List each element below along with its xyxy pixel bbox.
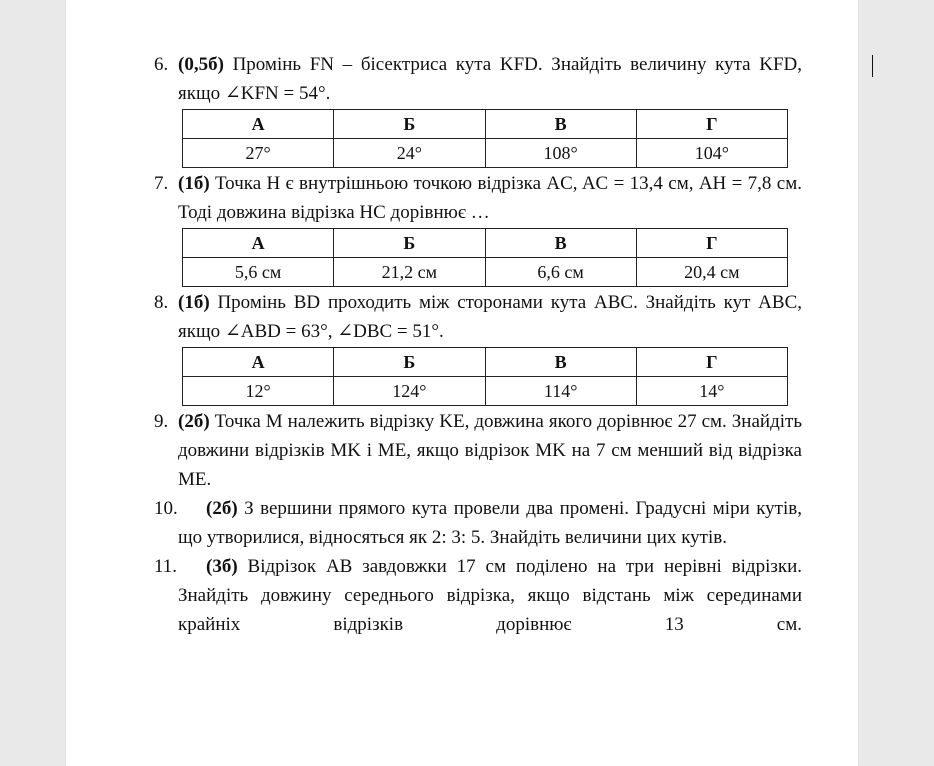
question-points: (1б) — [178, 292, 210, 313]
question-number: 7. — [154, 173, 169, 194]
question-9 — [154, 407, 802, 494]
option-label: Б — [334, 110, 485, 139]
question-6 — [154, 50, 802, 108]
answer-table-7 — [182, 228, 788, 287]
question-number: 8. — [154, 292, 169, 313]
question-number: 10. — [154, 498, 178, 519]
question-text: Точка H є внутрішньою точкою відрізка AC, AC = 13,4 см, AH = 7,8 см. Тоді довжина відрізка HC дорівнює … — [178, 173, 802, 223]
option-label: Б — [334, 229, 485, 258]
option-label: Г — [636, 110, 787, 139]
option-value: 24° — [334, 139, 485, 168]
option-label: Г — [636, 229, 787, 258]
option-label: А — [183, 110, 334, 139]
option-value: 5,6 см — [183, 258, 334, 287]
option-label: Б — [334, 348, 485, 377]
question-points: (1б) — [178, 173, 210, 194]
document-page — [66, 0, 858, 766]
option-value: 104° — [636, 139, 787, 168]
question-points: (3б) — [206, 556, 238, 577]
question-text: З вершини прямого кута провели два промені. Градусні міри кутів, що утворилися, відносяться як 2: 3: 5. Знайдіть величини цих кутів. — [178, 498, 802, 548]
question-number: 9. — [154, 411, 169, 432]
answer-table-8 — [182, 347, 788, 406]
question-number: 6. — [154, 54, 169, 75]
option-value: 12° — [183, 377, 334, 406]
option-value: 14° — [636, 377, 787, 406]
answer-table-6 — [182, 109, 788, 168]
text-cursor — [872, 55, 873, 77]
option-value: 27° — [183, 139, 334, 168]
question-number: 11. — [154, 556, 178, 577]
question-11 — [154, 552, 802, 639]
option-label: Г — [636, 348, 787, 377]
question-10 — [154, 494, 802, 552]
document-body — [154, 50, 802, 639]
option-value: 6,6 см — [485, 258, 636, 287]
question-text: Промінь BD проходить між сторонами кута ABC. Знайдіть кут ABC, якщо ∠ABD = 63°, ∠DBC = 51°. — [178, 292, 802, 342]
question-text: Відрізок AB завдовжки 17 см поділено на три нерівні відрізки. Знайдіть довжину середнього відрізка, якщо відстань між серединами крайніх відрізків дорівнює 13 см. — [178, 556, 802, 635]
option-value: 21,2 см — [334, 258, 485, 287]
option-label: А — [183, 229, 334, 258]
question-8 — [154, 288, 802, 346]
question-text: Промінь FN – бісектриса кута KFD. Знайдіть величину кута KFD, якщо ∠KFN = 54°. — [178, 54, 802, 104]
option-value: 124° — [334, 377, 485, 406]
option-value: 20,4 см — [636, 258, 787, 287]
question-text: Точка M належить відрізку KE, довжина якого дорівнює 27 см. Знайдіть довжини відрізків MK і ME, якщо відрізок MK на 7 см менший від відрізка ME. — [178, 411, 802, 490]
option-label: В — [485, 348, 636, 377]
option-label: В — [485, 229, 636, 258]
question-7 — [154, 169, 802, 227]
option-label: В — [485, 110, 636, 139]
option-value: 108° — [485, 139, 636, 168]
option-value: 114° — [485, 377, 636, 406]
question-points: (0,5б) — [178, 54, 224, 75]
option-label: А — [183, 348, 334, 377]
question-points: (2б) — [178, 411, 210, 432]
question-points: (2б) — [206, 498, 238, 519]
